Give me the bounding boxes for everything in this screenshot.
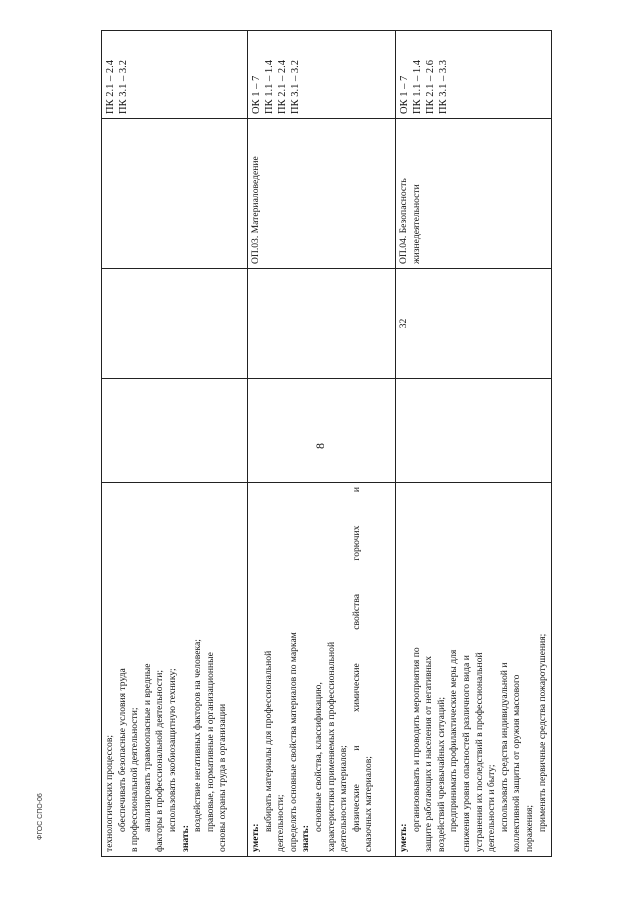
hours-max-cell xyxy=(248,379,396,483)
codes-cell: ОК 1 – 7 ПК 1.1 – 1.4 ПК 2.1 – 2.6 ПК 3.1 – 3.3 xyxy=(396,31,552,119)
codes-cell: ПК 2.1 – 2.4 ПК 3.1 – 3.2 xyxy=(102,31,248,119)
hours-max-cell xyxy=(396,379,552,483)
table-row xyxy=(102,31,248,857)
hours-req-cell: 32 xyxy=(396,269,552,379)
discipline-cell xyxy=(102,119,248,269)
content-cell: уметь: организовывать и проводить мероприятия по защите работающих и населения от негативных воздействий чрезвычайных ситуаций; предпринимать профилактические меры для снижения уровня опасностей различного вида и устранения их последствий в профессиональной деятельности и быту; использовать средства индивидуальной и коллективной защиты от оружия массового поражения; применять первичные средства пожаротушения; xyxy=(396,483,552,857)
codes-cell: ОК 1 – 7 ПК 1.1 – 1.4 ПК 2.1 – 2.4 ПК 3.1 – 3.2 xyxy=(248,31,396,119)
footer-mark: ФГОС СПО-06 xyxy=(37,793,44,840)
page-number: 8 xyxy=(313,443,327,449)
rotated-page xyxy=(101,31,548,857)
hours-max-cell xyxy=(102,379,248,483)
discipline-cell: ОП.04. Безопасность жизнедеятельности xyxy=(396,119,552,269)
hours-req-cell xyxy=(248,269,396,379)
table-row xyxy=(396,31,552,857)
content-cell: уметь: выбирать материалы для профессиональной деятельности; определять основные свойства материалов по маркам знать: основные свойства, классификацию, характеристики применяемых в профессиональной деятельности материалов; физические и химические свойства горючих и смазочных материалов; xyxy=(248,483,396,857)
content-cell: технологических процессов; обеспечивать безопасные условия труда в профессиональной деятельности; анализировать травмоопасные и вредные факторы в профессиональной деятельности; использовать экобиозащитную технику; знать: воздействие негативных факторов на человека; правовые, нормативные и организационные основы охраны труда в организации xyxy=(102,483,248,857)
hours-req-cell xyxy=(102,269,248,379)
discipline-cell: ОП.03. Материаловедение xyxy=(248,119,396,269)
